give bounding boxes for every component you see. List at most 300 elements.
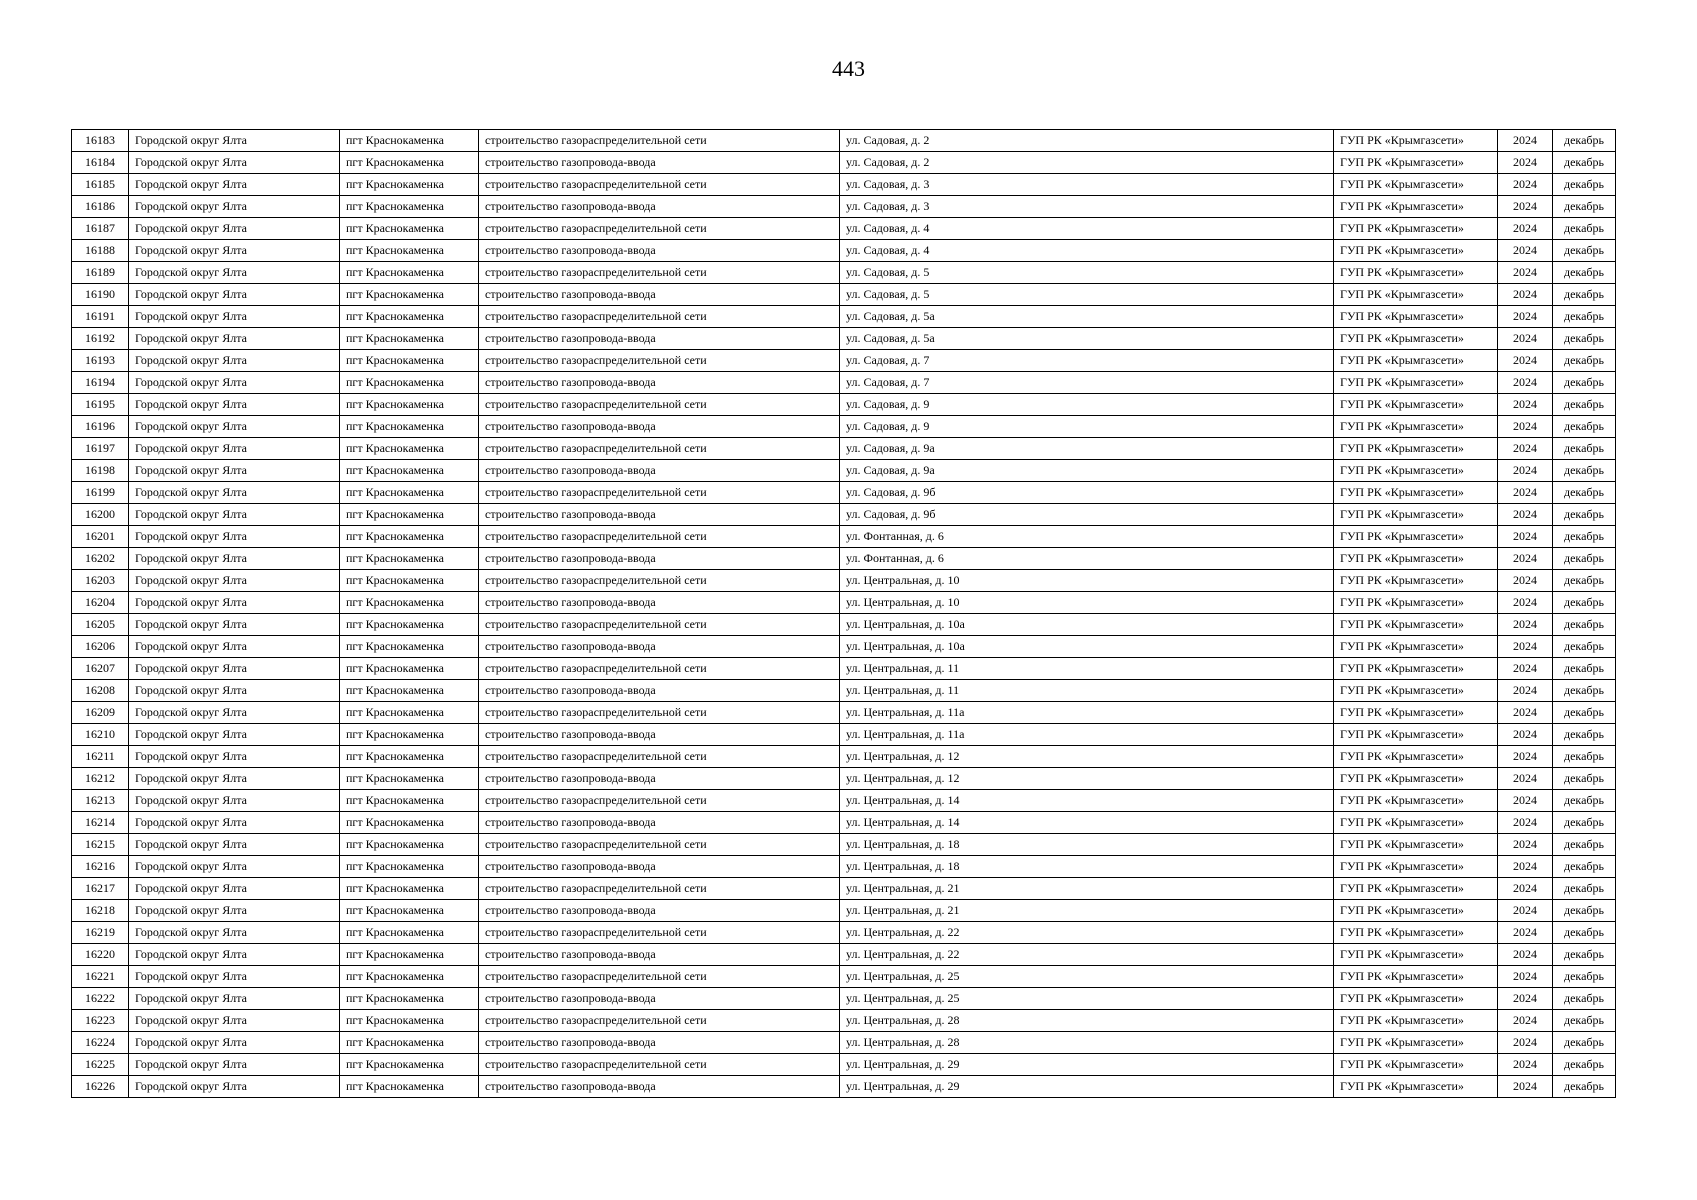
month-cell: декабрь: [1553, 570, 1616, 592]
month-cell: декабрь: [1553, 1010, 1616, 1032]
year-cell: 2024: [1498, 196, 1553, 218]
district-cell: Городской округ Ялта: [129, 152, 340, 174]
settlement-cell: пгт Краснокаменка: [340, 482, 479, 504]
district-cell: Городской округ Ялта: [129, 812, 340, 834]
district-cell: Городской округ Ялта: [129, 570, 340, 592]
month-cell: декабрь: [1553, 966, 1616, 988]
table-row: [72, 548, 1616, 570]
table-row: [72, 746, 1616, 768]
settlement-cell: пгт Краснокаменка: [340, 1010, 479, 1032]
address-cell: ул. Центральная, д. 14: [840, 790, 1334, 812]
row-number-cell: 16207: [72, 658, 129, 680]
contractor-cell: ГУП РК «Крымгазсети»: [1334, 152, 1498, 174]
contractor-cell: ГУП РК «Крымгазсети»: [1334, 614, 1498, 636]
row-number-cell: 16204: [72, 592, 129, 614]
year-cell: 2024: [1498, 262, 1553, 284]
year-cell: 2024: [1498, 306, 1553, 328]
row-number-cell: 16223: [72, 1010, 129, 1032]
contractor-cell: ГУП РК «Крымгазсети»: [1334, 262, 1498, 284]
settlement-cell: пгт Краснокаменка: [340, 548, 479, 570]
work-type-cell: строительство газораспределительной сети: [479, 702, 840, 724]
year-cell: 2024: [1498, 966, 1553, 988]
district-cell: Городской округ Ялта: [129, 526, 340, 548]
table-row: [72, 306, 1616, 328]
settlement-cell: пгт Краснокаменка: [340, 372, 479, 394]
year-cell: 2024: [1498, 240, 1553, 262]
district-cell: Городской округ Ялта: [129, 548, 340, 570]
district-cell: Городской округ Ялта: [129, 614, 340, 636]
row-number-cell: 16194: [72, 372, 129, 394]
table-row: [72, 130, 1616, 152]
work-type-cell: строительство газораспределительной сети: [479, 966, 840, 988]
address-cell: ул. Садовая, д. 2: [840, 152, 1334, 174]
address-cell: ул. Центральная, д. 25: [840, 988, 1334, 1010]
contractor-cell: ГУП РК «Крымгазсети»: [1334, 790, 1498, 812]
contractor-cell: ГУП РК «Крымгазсети»: [1334, 438, 1498, 460]
year-cell: 2024: [1498, 790, 1553, 812]
table-row: [72, 966, 1616, 988]
work-type-cell: строительство газораспределительной сети: [479, 790, 840, 812]
row-number-cell: 16185: [72, 174, 129, 196]
work-type-cell: строительство газораспределительной сети: [479, 218, 840, 240]
settlement-cell: пгт Краснокаменка: [340, 174, 479, 196]
contractor-cell: ГУП РК «Крымгазсети»: [1334, 218, 1498, 240]
table-row: [72, 504, 1616, 526]
row-number-cell: 16192: [72, 328, 129, 350]
work-type-cell: строительство газопровода-ввода: [479, 812, 840, 834]
district-cell: Городской округ Ялта: [129, 460, 340, 482]
table-row: [72, 636, 1616, 658]
address-cell: ул. Садовая, д. 9: [840, 416, 1334, 438]
settlement-cell: пгт Краснокаменка: [340, 812, 479, 834]
year-cell: 2024: [1498, 658, 1553, 680]
year-cell: 2024: [1498, 372, 1553, 394]
contractor-cell: ГУП РК «Крымгазсети»: [1334, 482, 1498, 504]
settlement-cell: пгт Краснокаменка: [340, 944, 479, 966]
year-cell: 2024: [1498, 988, 1553, 1010]
table-row: [72, 1032, 1616, 1054]
work-type-cell: строительство газораспределительной сети: [479, 262, 840, 284]
month-cell: декабрь: [1553, 240, 1616, 262]
settlement-cell: пгт Краснокаменка: [340, 724, 479, 746]
year-cell: 2024: [1498, 746, 1553, 768]
row-number-cell: 16199: [72, 482, 129, 504]
work-type-cell: строительство газопровода-ввода: [479, 680, 840, 702]
contractor-cell: ГУП РК «Крымгазсети»: [1334, 812, 1498, 834]
district-cell: Городской округ Ялта: [129, 130, 340, 152]
work-type-cell: строительство газораспределительной сети: [479, 350, 840, 372]
settlement-cell: пгт Краснокаменка: [340, 570, 479, 592]
contractor-cell: ГУП РК «Крымгазсети»: [1334, 636, 1498, 658]
row-number-cell: 16206: [72, 636, 129, 658]
year-cell: 2024: [1498, 922, 1553, 944]
table-row: [72, 702, 1616, 724]
work-type-cell: строительство газопровода-ввода: [479, 548, 840, 570]
address-cell: ул. Садовая, д. 4: [840, 218, 1334, 240]
row-number-cell: 16193: [72, 350, 129, 372]
address-cell: ул. Садовая, д. 3: [840, 196, 1334, 218]
settlement-cell: пгт Краснокаменка: [340, 240, 479, 262]
work-type-cell: строительство газопровода-ввода: [479, 284, 840, 306]
work-type-cell: строительство газораспределительной сети: [479, 570, 840, 592]
year-cell: 2024: [1498, 394, 1553, 416]
settlement-cell: пгт Краснокаменка: [340, 262, 479, 284]
work-type-cell: строительство газопровода-ввода: [479, 988, 840, 1010]
work-type-cell: строительство газопровода-ввода: [479, 240, 840, 262]
contractor-cell: ГУП РК «Крымгазсети»: [1334, 504, 1498, 526]
settlement-cell: пгт Краснокаменка: [340, 900, 479, 922]
year-cell: 2024: [1498, 768, 1553, 790]
address-cell: ул. Центральная, д. 11а: [840, 702, 1334, 724]
address-cell: ул. Центральная, д. 10: [840, 592, 1334, 614]
address-cell: ул. Садовая, д. 9а: [840, 460, 1334, 482]
address-cell: ул. Центральная, д. 21: [840, 878, 1334, 900]
year-cell: 2024: [1498, 152, 1553, 174]
work-type-cell: строительство газопровода-ввода: [479, 152, 840, 174]
month-cell: декабрь: [1553, 812, 1616, 834]
year-cell: 2024: [1498, 328, 1553, 350]
settlement-cell: пгт Краснокаменка: [340, 218, 479, 240]
row-number-cell: 16212: [72, 768, 129, 790]
table-row: [72, 680, 1616, 702]
month-cell: декабрь: [1553, 790, 1616, 812]
district-cell: Городской округ Ялта: [129, 658, 340, 680]
work-type-cell: строительство газораспределительной сети: [479, 482, 840, 504]
table-row: [72, 988, 1616, 1010]
work-type-cell: строительство газораспределительной сети: [479, 614, 840, 636]
address-cell: ул. Садовая, д. 2: [840, 130, 1334, 152]
year-cell: 2024: [1498, 592, 1553, 614]
address-cell: ул. Садовая, д. 7: [840, 350, 1334, 372]
contractor-cell: ГУП РК «Крымгазсети»: [1334, 834, 1498, 856]
month-cell: декабрь: [1553, 988, 1616, 1010]
table-row: [72, 790, 1616, 812]
district-cell: Городской округ Ялта: [129, 768, 340, 790]
row-number-cell: 16188: [72, 240, 129, 262]
contractor-cell: ГУП РК «Крымгазсети»: [1334, 1076, 1498, 1098]
month-cell: декабрь: [1553, 1076, 1616, 1098]
district-cell: Городской округ Ялта: [129, 262, 340, 284]
contractor-cell: ГУП РК «Крымгазсети»: [1334, 680, 1498, 702]
contractor-cell: ГУП РК «Крымгазсети»: [1334, 570, 1498, 592]
row-number-cell: 16217: [72, 878, 129, 900]
district-cell: Городской округ Ялта: [129, 504, 340, 526]
contractor-cell: ГУП РК «Крымгазсети»: [1334, 416, 1498, 438]
address-cell: ул. Центральная, д. 11а: [840, 724, 1334, 746]
year-cell: 2024: [1498, 416, 1553, 438]
row-number-cell: 16216: [72, 856, 129, 878]
contractor-cell: ГУП РК «Крымгазсети»: [1334, 878, 1498, 900]
address-cell: ул. Центральная, д. 28: [840, 1010, 1334, 1032]
year-cell: 2024: [1498, 614, 1553, 636]
settlement-cell: пгт Краснокаменка: [340, 152, 479, 174]
month-cell: декабрь: [1553, 526, 1616, 548]
address-cell: ул. Центральная, д. 18: [840, 834, 1334, 856]
contractor-cell: ГУП РК «Крымгазсети»: [1334, 394, 1498, 416]
table-row: [72, 768, 1616, 790]
address-cell: ул. Центральная, д. 11: [840, 658, 1334, 680]
table-row: [72, 878, 1616, 900]
row-number-cell: 16196: [72, 416, 129, 438]
row-number-cell: 16214: [72, 812, 129, 834]
contractor-cell: ГУП РК «Крымгазсети»: [1334, 1010, 1498, 1032]
year-cell: 2024: [1498, 878, 1553, 900]
work-type-cell: строительство газопровода-ввода: [479, 196, 840, 218]
work-type-cell: строительство газораспределительной сети: [479, 174, 840, 196]
table-row: [72, 328, 1616, 350]
month-cell: декабрь: [1553, 878, 1616, 900]
month-cell: декабрь: [1553, 702, 1616, 724]
work-type-cell: строительство газопровода-ввода: [479, 460, 840, 482]
settlement-cell: пгт Краснокаменка: [340, 768, 479, 790]
address-cell: ул. Садовая, д. 5а: [840, 306, 1334, 328]
settlement-cell: пгт Краснокаменка: [340, 306, 479, 328]
year-cell: 2024: [1498, 834, 1553, 856]
settlement-cell: пгт Краснокаменка: [340, 438, 479, 460]
district-cell: Городской округ Ялта: [129, 394, 340, 416]
work-type-cell: строительство газораспределительной сети: [479, 834, 840, 856]
district-cell: Городской округ Ялта: [129, 174, 340, 196]
table-row: [72, 856, 1616, 878]
settlement-cell: пгт Краснокаменка: [340, 350, 479, 372]
contractor-cell: ГУП РК «Крымгазсети»: [1334, 196, 1498, 218]
table-row: [72, 922, 1616, 944]
month-cell: декабрь: [1553, 592, 1616, 614]
row-number-cell: 16191: [72, 306, 129, 328]
table-row: [72, 724, 1616, 746]
row-number-cell: 16211: [72, 746, 129, 768]
settlement-cell: пгт Краснокаменка: [340, 834, 479, 856]
table-row: [72, 262, 1616, 284]
month-cell: декабрь: [1553, 350, 1616, 372]
contractor-cell: ГУП РК «Крымгазсети»: [1334, 306, 1498, 328]
table-row: [72, 834, 1616, 856]
address-cell: ул. Садовая, д. 4: [840, 240, 1334, 262]
work-type-cell: строительство газораспределительной сети: [479, 878, 840, 900]
year-cell: 2024: [1498, 900, 1553, 922]
work-type-cell: строительство газопровода-ввода: [479, 944, 840, 966]
district-cell: Городской округ Ялта: [129, 724, 340, 746]
table-row: [72, 416, 1616, 438]
contractor-cell: ГУП РК «Крымгазсети»: [1334, 328, 1498, 350]
month-cell: декабрь: [1553, 856, 1616, 878]
month-cell: декабрь: [1553, 548, 1616, 570]
row-number-cell: 16219: [72, 922, 129, 944]
work-type-cell: строительство газопровода-ввода: [479, 372, 840, 394]
address-cell: ул. Садовая, д. 9б: [840, 504, 1334, 526]
address-cell: ул. Центральная, д. 29: [840, 1076, 1334, 1098]
settlement-cell: пгт Краснокаменка: [340, 1054, 479, 1076]
contractor-cell: ГУП РК «Крымгазсети»: [1334, 724, 1498, 746]
address-cell: ул. Центральная, д. 22: [840, 944, 1334, 966]
contractor-cell: ГУП РК «Крымгазсети»: [1334, 658, 1498, 680]
address-cell: ул. Садовая, д. 5: [840, 262, 1334, 284]
settlement-cell: пгт Краснокаменка: [340, 196, 479, 218]
month-cell: декабрь: [1553, 1032, 1616, 1054]
district-cell: Городской округ Ялта: [129, 438, 340, 460]
month-cell: декабрь: [1553, 130, 1616, 152]
contractor-cell: ГУП РК «Крымгазсети»: [1334, 746, 1498, 768]
district-cell: Городской округ Ялта: [129, 1032, 340, 1054]
table-row: [72, 372, 1616, 394]
month-cell: декабрь: [1553, 394, 1616, 416]
year-cell: 2024: [1498, 680, 1553, 702]
year-cell: 2024: [1498, 504, 1553, 526]
year-cell: 2024: [1498, 460, 1553, 482]
table-row: [72, 482, 1616, 504]
address-cell: ул. Садовая, д. 3: [840, 174, 1334, 196]
work-type-cell: строительство газораспределительной сети: [479, 922, 840, 944]
month-cell: декабрь: [1553, 944, 1616, 966]
row-number-cell: 16209: [72, 702, 129, 724]
address-cell: ул. Центральная, д. 11: [840, 680, 1334, 702]
row-number-cell: 16198: [72, 460, 129, 482]
year-cell: 2024: [1498, 174, 1553, 196]
address-cell: ул. Центральная, д. 29: [840, 1054, 1334, 1076]
contractor-cell: ГУП РК «Крымгазсети»: [1334, 130, 1498, 152]
month-cell: декабрь: [1553, 746, 1616, 768]
contractor-cell: ГУП РК «Крымгазсети»: [1334, 548, 1498, 570]
address-cell: ул. Садовая, д. 7: [840, 372, 1334, 394]
district-cell: Городской округ Ялта: [129, 944, 340, 966]
table-row: [72, 394, 1616, 416]
table-row: [72, 284, 1616, 306]
month-cell: декабрь: [1553, 768, 1616, 790]
row-number-cell: 16215: [72, 834, 129, 856]
work-type-cell: строительство газораспределительной сети: [479, 394, 840, 416]
month-cell: декабрь: [1553, 680, 1616, 702]
contractor-cell: ГУП РК «Крымгазсети»: [1334, 350, 1498, 372]
work-type-cell: строительство газораспределительной сети: [479, 1054, 840, 1076]
work-type-cell: строительство газопровода-ввода: [479, 856, 840, 878]
contractor-cell: ГУП РК «Крымгазсети»: [1334, 240, 1498, 262]
settlement-cell: пгт Краснокаменка: [340, 878, 479, 900]
table-row: [72, 196, 1616, 218]
table-row: [72, 1076, 1616, 1098]
year-cell: 2024: [1498, 570, 1553, 592]
district-cell: Городской округ Ялта: [129, 1010, 340, 1032]
district-cell: Городской округ Ялта: [129, 240, 340, 262]
row-number-cell: 16208: [72, 680, 129, 702]
settlement-cell: пгт Краснокаменка: [340, 460, 479, 482]
year-cell: 2024: [1498, 724, 1553, 746]
row-number-cell: 16189: [72, 262, 129, 284]
table-row: [72, 570, 1616, 592]
settlement-cell: пгт Краснокаменка: [340, 504, 479, 526]
row-number-cell: 16224: [72, 1032, 129, 1054]
district-cell: Городской округ Ялта: [129, 988, 340, 1010]
address-cell: ул. Центральная, д. 12: [840, 768, 1334, 790]
address-cell: ул. Фонтанная, д. 6: [840, 548, 1334, 570]
year-cell: 2024: [1498, 944, 1553, 966]
month-cell: декабрь: [1553, 460, 1616, 482]
address-cell: ул. Центральная, д. 14: [840, 812, 1334, 834]
month-cell: декабрь: [1553, 922, 1616, 944]
contractor-cell: ГУП РК «Крымгазсети»: [1334, 284, 1498, 306]
contractor-cell: ГУП РК «Крымгазсети»: [1334, 856, 1498, 878]
row-number-cell: 16186: [72, 196, 129, 218]
month-cell: декабрь: [1553, 636, 1616, 658]
district-cell: Городской округ Ялта: [129, 328, 340, 350]
row-number-cell: 16190: [72, 284, 129, 306]
row-number-cell: 16187: [72, 218, 129, 240]
settlement-cell: пгт Краснокаменка: [340, 658, 479, 680]
settlement-cell: пгт Краснокаменка: [340, 592, 479, 614]
row-number-cell: 16195: [72, 394, 129, 416]
work-type-cell: строительство газораспределительной сети: [479, 1010, 840, 1032]
month-cell: декабрь: [1553, 218, 1616, 240]
district-cell: Городской округ Ялта: [129, 416, 340, 438]
address-cell: ул. Центральная, д. 12: [840, 746, 1334, 768]
table-row: [72, 350, 1616, 372]
contractor-cell: ГУП РК «Крымгазсети»: [1334, 526, 1498, 548]
table-row: [72, 218, 1616, 240]
address-cell: ул. Садовая, д. 5а: [840, 328, 1334, 350]
row-number-cell: 16201: [72, 526, 129, 548]
year-cell: 2024: [1498, 1032, 1553, 1054]
address-cell: ул. Фонтанная, д. 6: [840, 526, 1334, 548]
year-cell: 2024: [1498, 856, 1553, 878]
month-cell: декабрь: [1553, 262, 1616, 284]
district-cell: Городской округ Ялта: [129, 878, 340, 900]
work-type-cell: строительство газораспределительной сети: [479, 526, 840, 548]
district-cell: Городской округ Ялта: [129, 900, 340, 922]
contractor-cell: ГУП РК «Крымгазсети»: [1334, 768, 1498, 790]
work-type-cell: строительство газопровода-ввода: [479, 900, 840, 922]
settlement-cell: пгт Краснокаменка: [340, 636, 479, 658]
district-cell: Городской округ Ялта: [129, 680, 340, 702]
work-type-cell: строительство газопровода-ввода: [479, 768, 840, 790]
row-number-cell: 16184: [72, 152, 129, 174]
year-cell: 2024: [1498, 350, 1553, 372]
year-cell: 2024: [1498, 1010, 1553, 1032]
year-cell: 2024: [1498, 636, 1553, 658]
contractor-cell: ГУП РК «Крымгазсети»: [1334, 460, 1498, 482]
registry-body: [72, 130, 1616, 1098]
district-cell: Городской округ Ялта: [129, 702, 340, 724]
year-cell: 2024: [1498, 812, 1553, 834]
settlement-cell: пгт Краснокаменка: [340, 790, 479, 812]
work-type-cell: строительство газопровода-ввода: [479, 724, 840, 746]
table-row: [72, 592, 1616, 614]
settlement-cell: пгт Краснокаменка: [340, 702, 479, 724]
table-row: [72, 460, 1616, 482]
contractor-cell: ГУП РК «Крымгазсети»: [1334, 900, 1498, 922]
settlement-cell: пгт Краснокаменка: [340, 966, 479, 988]
month-cell: декабрь: [1553, 1054, 1616, 1076]
contractor-cell: ГУП РК «Крымгазсети»: [1334, 1054, 1498, 1076]
month-cell: декабрь: [1553, 900, 1616, 922]
row-number-cell: 16218: [72, 900, 129, 922]
row-number-cell: 16226: [72, 1076, 129, 1098]
address-cell: ул. Центральная, д. 22: [840, 922, 1334, 944]
year-cell: 2024: [1498, 438, 1553, 460]
year-cell: 2024: [1498, 702, 1553, 724]
district-cell: Городской округ Ялта: [129, 834, 340, 856]
work-type-cell: строительство газопровода-ввода: [479, 636, 840, 658]
year-cell: 2024: [1498, 526, 1553, 548]
row-number-cell: 16220: [72, 944, 129, 966]
row-number-cell: 16222: [72, 988, 129, 1010]
contractor-cell: ГУП РК «Крымгазсети»: [1334, 922, 1498, 944]
month-cell: декабрь: [1553, 416, 1616, 438]
settlement-cell: пгт Краснокаменка: [340, 746, 479, 768]
district-cell: Городской округ Ялта: [129, 746, 340, 768]
settlement-cell: пгт Краснокаменка: [340, 856, 479, 878]
settlement-cell: пгт Краснокаменка: [340, 416, 479, 438]
settlement-cell: пгт Краснокаменка: [340, 1032, 479, 1054]
settlement-cell: пгт Краснокаменка: [340, 614, 479, 636]
